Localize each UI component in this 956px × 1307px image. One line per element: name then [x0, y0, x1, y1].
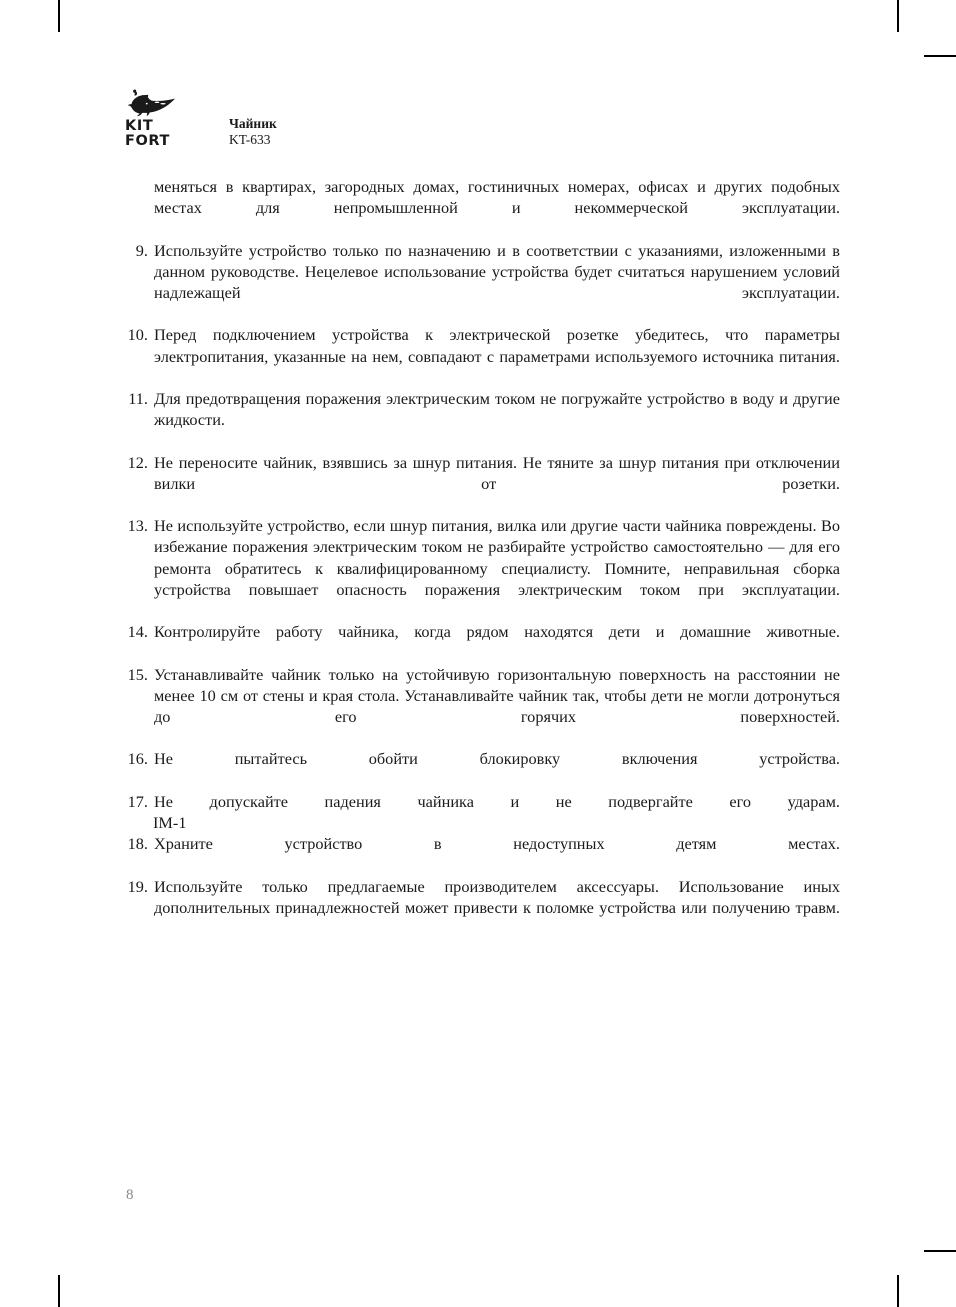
list-item-number: 9. — [135, 240, 148, 260]
list-item — [118, 388, 840, 452]
list-item-number: 16. — [127, 749, 148, 769]
crop-mark-top-right-horizontal — [924, 55, 956, 57]
list-item-text: Контролируйте работу чайника, когда рядом находятся дети и домашние животные. — [154, 622, 840, 642]
product-identification — [229, 116, 277, 149]
whale-logo-icon — [126, 88, 180, 118]
list-item-number: 17. — [127, 791, 148, 811]
page-content — [118, 176, 840, 939]
list-item — [118, 324, 840, 388]
brand-logo — [125, 88, 197, 149]
list-item-number: 11. — [128, 389, 148, 409]
list-item — [118, 452, 840, 516]
brand-logo-line2: FORT — [125, 133, 171, 149]
list-item-text: Не допускайте падения чайника и не подвергайте его ударам. — [154, 791, 840, 811]
list-item — [118, 240, 840, 325]
list-item — [118, 833, 840, 875]
list-item-text: Храните устройство в недоступных детям местах. — [154, 834, 840, 854]
list-item-text: Для предотвращения поражения электрическим током не погружайте устройство в воду и другие жидкости. — [154, 389, 840, 430]
crop-mark-top-left — [58, 0, 60, 32]
crop-mark-bottom-right-vertical — [897, 1275, 899, 1307]
list-item-number: 13. — [127, 516, 148, 536]
document-header — [125, 88, 277, 149]
crop-mark-bottom-right-horizontal — [924, 1250, 956, 1252]
list-item-number: 12. — [127, 452, 148, 472]
list-item — [118, 876, 840, 940]
list-item-number: 19. — [127, 876, 148, 896]
list-item-text: Не переносите чайник, взявшись за шнур питания. Не тяните за шнур питания при отключении вилки от розетки. — [154, 452, 840, 493]
list-item-text: Перед подключением устройства к электрической розетке убедитесь, что параметры электропитания, указанные на нем, совпадают с параметрами используемого источника питания. — [154, 325, 840, 366]
crop-mark-top-right-vertical — [897, 0, 899, 32]
product-model-label: KT-633 — [229, 132, 271, 147]
list-item-text: Не пытайтесь обойти блокировку включения устройства. — [154, 749, 840, 769]
safety-instructions-list — [118, 240, 840, 940]
manual-revision-code: IM-1 — [153, 813, 187, 832]
list-item-number: 18. — [127, 834, 148, 854]
crop-mark-bottom-left — [58, 1275, 60, 1307]
list-item — [118, 664, 840, 749]
list-item-text: Используйте только предлагаемые производителем аксессуары. Использование иных дополнительных принадлежностей может привести к поломке устройства или получению травм. — [154, 876, 840, 917]
list-item-text: Используйте устройство только по назначению и в соответствии с указаниями, изложенными в данном руководстве. Нецелевое использование устройства будет считаться нарушением условий надлежащей эксплуатации. — [154, 240, 840, 303]
list-item-text: Не используйте устройство, если шнур питания, вилка или другие части чайника повреждены. Во избежание поражения электрическим током не разбирайте устройство самостоятельно — для его ремонта обратитесь к квалифицированному специалисту. Помните, неправильная сборка устройства повышает опасность поражения электрическим током при эксплуатации. — [154, 516, 840, 599]
list-item — [118, 515, 840, 621]
list-item — [118, 748, 840, 790]
list-item-number: 14. — [127, 622, 148, 642]
list-item — [118, 791, 840, 833]
list-item-number: 10. — [127, 325, 148, 345]
list-item-text: Устанавливайте чайник только на устойчивую горизонтальную поверхность на расстоянии не менее 10 см от стены и края стола. Устанавливайте чайник так, чтобы дети не могли дотронуться до его горячих поверхностей. — [154, 664, 840, 727]
list-item — [118, 621, 840, 663]
page-number: 8 — [126, 1187, 134, 1203]
continued-paragraph: меняться в квартирах, загородных домах, гостиничных номерах, офисах и других подобных местах для непромышленной и некоммерческой эксплуатации. — [154, 177, 840, 218]
list-item-number: 15. — [127, 664, 148, 684]
brand-logo-line1: KIT — [125, 118, 154, 134]
product-type-label: Чайник — [229, 116, 277, 131]
